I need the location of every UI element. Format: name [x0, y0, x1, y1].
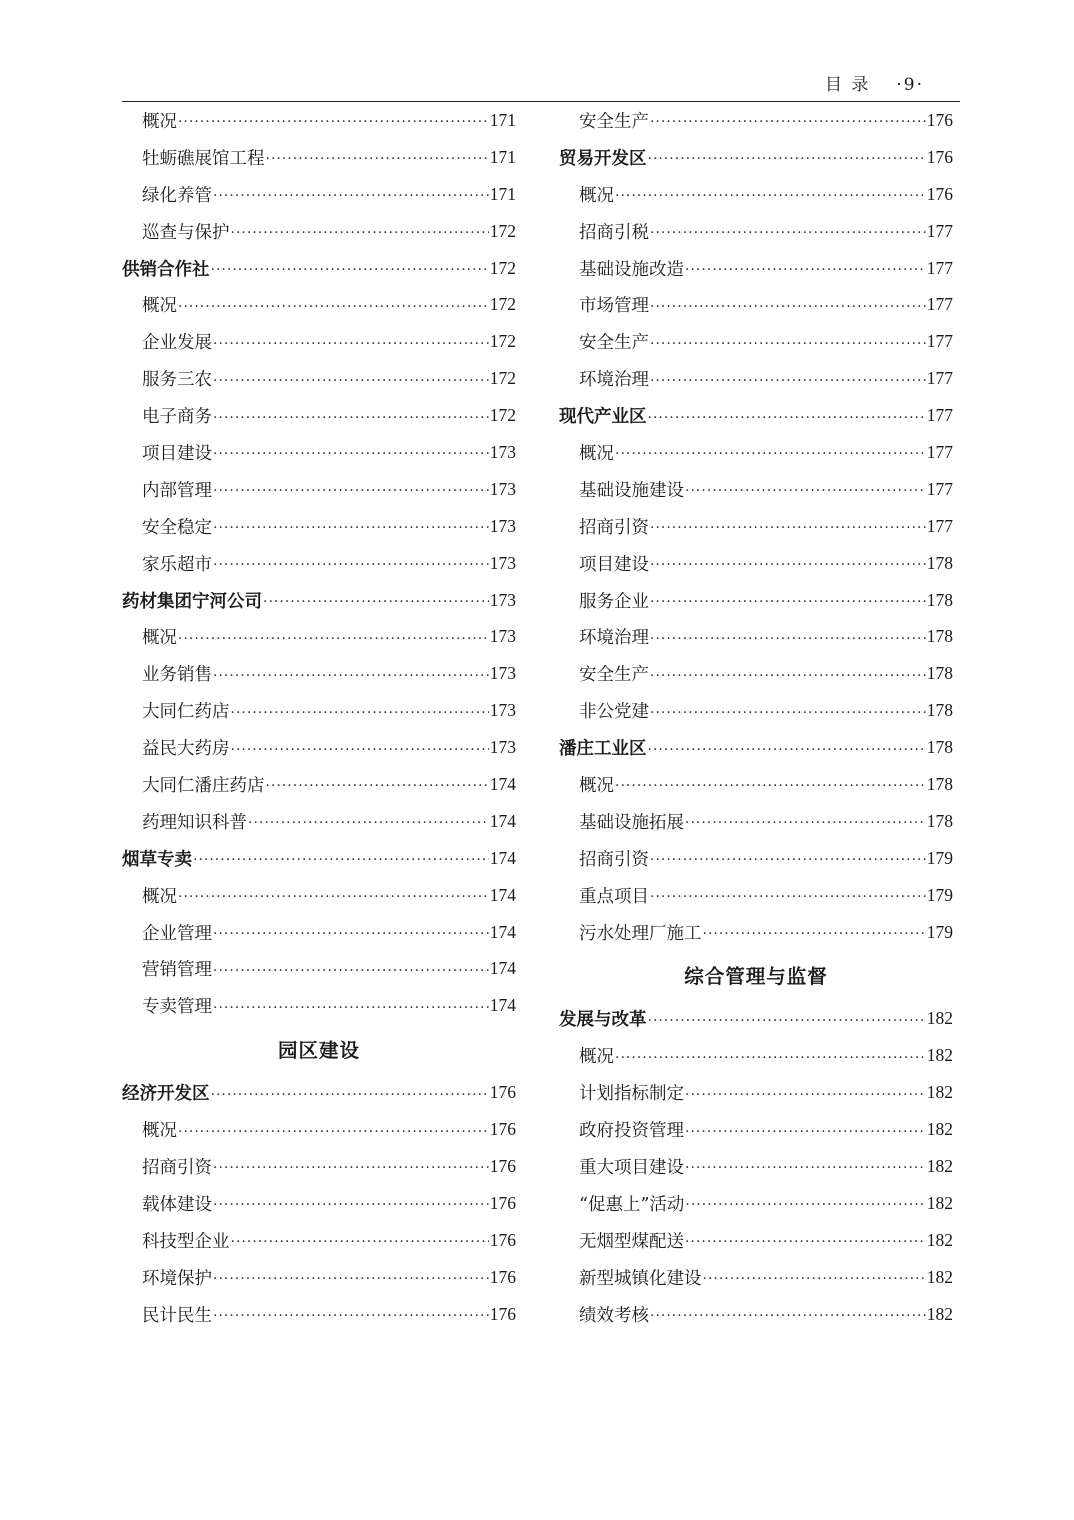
toc-entry-page: 172: [489, 405, 516, 426]
toc-entry-page: 171: [489, 183, 516, 204]
toc-entry-page: 173: [489, 515, 516, 536]
running-header: [122, 70, 960, 98]
toc-entry-label: 益民大药房: [142, 739, 230, 760]
toc-entry[interactable]: [122, 1259, 516, 1296]
toc-entry-label: 重大项目建设: [579, 1157, 684, 1178]
toc-entry[interactable]: [559, 508, 953, 545]
toc-entry-label: 巡查与保护: [142, 222, 230, 243]
toc-entry-page: 174: [489, 921, 516, 942]
section-heading: 园区建设: [277, 1039, 360, 1063]
dot-leader: [178, 296, 489, 314]
toc-entry-page: 172: [489, 220, 516, 241]
dot-leader: [650, 296, 926, 314]
toc-entry-page: 177: [926, 478, 953, 499]
toc-entry[interactable]: [559, 471, 953, 508]
toc-entry-label: 经济开发区: [122, 1084, 210, 1105]
dot-leader: [650, 517, 926, 535]
dot-leader: [213, 480, 489, 498]
toc-entry-page: 182: [926, 1008, 953, 1029]
toc-entry-page: 182: [926, 1082, 953, 1103]
toc-entry[interactable]: [122, 323, 516, 360]
toc-entry-page: 182: [926, 1119, 953, 1140]
dot-leader: [703, 923, 926, 941]
toc-entry-page: 179: [926, 884, 953, 905]
dot-leader: [211, 259, 489, 277]
toc-entry[interactable]: [122, 213, 516, 250]
toc-entry-page: 174: [489, 810, 516, 831]
toc-entry[interactable]: [559, 1296, 953, 1333]
toc-entry-page: 173: [489, 663, 516, 684]
toc-entry-page: 172: [489, 331, 516, 352]
toc-entry-page: 176: [489, 1303, 516, 1324]
dot-leader: [650, 111, 926, 129]
toc-entry[interactable]: [559, 545, 953, 582]
toc-entry-page: 177: [926, 368, 953, 389]
toc-entry[interactable]: [559, 250, 953, 287]
toc-entry-label: 非公党建: [579, 702, 649, 723]
toc-entry-page: 173: [489, 441, 516, 462]
toc-entry-page: 173: [489, 737, 516, 758]
toc-entry-page: 174: [489, 995, 516, 1016]
toc-entry-page: 176: [489, 1192, 516, 1213]
toc-entry-label: 概况: [142, 111, 177, 132]
dot-leader: [650, 665, 926, 683]
toc-entry-label: 概况: [579, 775, 614, 796]
toc-entry-page: 182: [926, 1303, 953, 1324]
dot-leader: [213, 1194, 489, 1212]
toc-entry[interactable]: [559, 1148, 953, 1185]
toc-entry-chapter[interactable]: [122, 250, 516, 287]
dot-leader: [231, 702, 489, 720]
toc-entry-page: 177: [926, 441, 953, 462]
dot-leader: [213, 1157, 489, 1175]
toc-entry[interactable]: [122, 950, 516, 987]
toc-entry[interactable]: [559, 618, 953, 655]
toc-entry-page: 172: [489, 368, 516, 389]
toc-entry-page: 176: [926, 183, 953, 204]
toc-entry[interactable]: [122, 914, 516, 951]
toc-entry[interactable]: [122, 1111, 516, 1148]
toc-entry[interactable]: [122, 434, 516, 471]
dot-leader: [231, 222, 489, 240]
toc-column-right: [559, 102, 953, 1333]
toc-entry[interactable]: [559, 213, 953, 250]
toc-entry[interactable]: [122, 1222, 516, 1259]
toc-entry-page: 171: [489, 146, 516, 167]
toc-entry-label: 环境保护: [142, 1268, 212, 1289]
toc-entry[interactable]: [559, 582, 953, 619]
dot-leader: [685, 480, 926, 498]
toc-entry[interactable]: [122, 1185, 516, 1222]
toc-entry-label: 大同仁药店: [142, 702, 230, 723]
toc-entry-page: 173: [489, 589, 516, 610]
toc-entry-page: 178: [926, 700, 953, 721]
toc-entry[interactable]: [122, 877, 516, 914]
dot-leader: [263, 591, 489, 609]
toc-entry-page: 177: [926, 220, 953, 241]
toc-entry-label: 概况: [142, 628, 177, 649]
dot-leader: [213, 997, 489, 1015]
dot-leader: [650, 628, 926, 646]
toc-entry-label: 服务三农: [142, 370, 212, 391]
toc-entry-page: 178: [926, 810, 953, 831]
toc-entry-label: 烟草专卖: [122, 849, 192, 870]
toc-entry-page: 176: [489, 1155, 516, 1176]
toc-entry-label: 基础设施改造: [579, 259, 684, 280]
dot-leader: [650, 333, 926, 351]
toc-entry[interactable]: [122, 1148, 516, 1185]
toc-entry[interactable]: [122, 360, 516, 397]
toc-entry-label: 药材集团宁河公司: [122, 591, 262, 612]
toc-entry-label: 药理知识科普: [142, 812, 247, 833]
toc-entry-label: 计划指标制定: [579, 1084, 684, 1105]
toc-entry-label: 环境治理: [579, 370, 649, 391]
toc-entry-label: 市场管理: [579, 296, 649, 317]
dot-leader: [213, 554, 489, 572]
toc-entry-page: 171: [489, 109, 516, 130]
dot-leader: [266, 775, 489, 793]
toc-entry[interactable]: [559, 766, 953, 803]
toc-entry[interactable]: [122, 545, 516, 582]
header-title: 目 录: [824, 75, 871, 95]
toc-entry[interactable]: [559, 1185, 953, 1222]
toc-entry-label: 概况: [142, 1121, 177, 1142]
toc-entry-label: 项目建设: [579, 554, 649, 575]
toc-entry-page: 172: [489, 294, 516, 315]
dot-leader: [231, 739, 489, 757]
toc-entry-label: 企业发展: [142, 333, 212, 354]
toc-entry-label: 安全生产: [579, 111, 649, 132]
toc-entry-chapter[interactable]: [559, 1000, 953, 1037]
toc-entry[interactable]: [122, 803, 516, 840]
toc-entry[interactable]: [559, 1111, 953, 1148]
toc-entry-page: 178: [926, 663, 953, 684]
toc-entry[interactable]: [559, 360, 953, 397]
dot-leader: [213, 665, 489, 683]
toc-entry-label: 安全稳定: [142, 517, 212, 538]
toc-entry-page: 177: [926, 405, 953, 426]
dot-leader: [685, 1084, 926, 1102]
toc-entry-label: 服务企业: [579, 591, 649, 612]
toc-entry-page: 178: [926, 626, 953, 647]
dot-leader: [213, 333, 489, 351]
dot-leader: [178, 1121, 489, 1139]
toc-entry-chapter[interactable]: [559, 729, 953, 766]
toc-entry-page: 177: [926, 515, 953, 536]
toc-entry-label: 基础设施建设: [579, 480, 684, 501]
toc-entry-label: 招商引资: [579, 849, 649, 870]
toc-entry-label: 基础设施拓展: [579, 812, 684, 833]
toc-entry-page: 179: [926, 847, 953, 868]
toc-entry[interactable]: [559, 655, 953, 692]
toc-entry-label: 营销管理: [142, 960, 212, 981]
toc-entry[interactable]: [559, 323, 953, 360]
dot-leader: [685, 1157, 926, 1175]
toc-entry[interactable]: [122, 729, 516, 766]
toc-entry-label: 概况: [142, 296, 177, 317]
toc-entry-label: 重点项目: [579, 886, 649, 907]
toc-entry-label: 无烟型煤配送: [579, 1231, 684, 1252]
dot-leader: [178, 628, 489, 646]
dot-leader: [213, 1305, 489, 1323]
dot-leader: [211, 1084, 489, 1102]
toc-entry[interactable]: [559, 840, 953, 877]
toc-entry-page: 174: [489, 773, 516, 794]
toc-entry-label: 招商引税: [579, 222, 649, 243]
toc-entry[interactable]: [559, 286, 953, 323]
toc-entry-label: 招商引资: [579, 517, 649, 538]
dot-leader: [213, 517, 489, 535]
toc-entry[interactable]: [122, 766, 516, 803]
toc-entry[interactable]: [122, 692, 516, 729]
toc-entry-page: 176: [489, 1266, 516, 1287]
toc-entry-chapter[interactable]: [122, 582, 516, 619]
toc-entry-label: 绿化养管: [142, 185, 212, 206]
toc-entry-page: 173: [489, 478, 516, 499]
dot-leader: [650, 554, 926, 572]
toc-entry-page: 178: [926, 552, 953, 573]
toc-entry-page: 176: [926, 146, 953, 167]
toc-entry-label: 民计民生: [142, 1305, 212, 1326]
toc-entry-page: 182: [926, 1192, 953, 1213]
toc-entry-label: 概况: [579, 1047, 614, 1068]
toc-entry[interactable]: [122, 618, 516, 655]
toc-entry[interactable]: [122, 471, 516, 508]
dot-leader: [213, 923, 489, 941]
toc-entry-chapter[interactable]: [559, 397, 953, 434]
toc-entry[interactable]: [122, 286, 516, 323]
dot-leader: [193, 849, 489, 867]
dot-leader: [685, 1194, 925, 1212]
toc-entry-label: 新型城镇化建设: [579, 1268, 702, 1289]
toc-entry-page: 176: [926, 109, 953, 130]
toc-entry-page: 176: [489, 1082, 516, 1103]
header-page-number: ·9·: [896, 75, 924, 95]
toc-entry-label: 载体建设: [142, 1194, 212, 1215]
dot-leader: [650, 886, 926, 904]
toc-entry-label: 项目建设: [142, 443, 212, 464]
dot-leader: [685, 259, 926, 277]
dot-leader: [178, 886, 489, 904]
dot-leader: [685, 1231, 926, 1249]
dot-leader: [213, 960, 489, 978]
toc-entry-page: 182: [926, 1045, 953, 1066]
dot-leader: [213, 443, 489, 461]
toc-entry-page: 172: [489, 257, 516, 278]
dot-leader: [648, 148, 926, 166]
toc-entry-page: 182: [926, 1266, 953, 1287]
toc-entry-page: 173: [489, 700, 516, 721]
dot-leader: [650, 1305, 926, 1323]
dot-leader: [615, 443, 926, 461]
toc-entry-page: 178: [926, 737, 953, 758]
toc-entry-chapter[interactable]: [122, 840, 516, 877]
toc-entry-label: 家乐超市: [142, 554, 212, 575]
toc-entry-page: 177: [926, 294, 953, 315]
toc-entry[interactable]: [122, 397, 516, 434]
toc-entry[interactable]: [122, 987, 516, 1024]
dot-leader: [650, 222, 926, 240]
toc-entry-label: 污水处理厂施工: [579, 923, 702, 944]
dot-leader: [615, 775, 926, 793]
toc-entry-label: 政府投资管理: [579, 1121, 684, 1142]
dot-leader: [650, 370, 926, 388]
dot-leader: [648, 1010, 926, 1028]
toc-entry-label: 贸易开发区: [559, 148, 647, 169]
toc-entry-page: 178: [926, 773, 953, 794]
toc-entry-label: 企业管理: [142, 923, 212, 944]
toc-entry[interactable]: [559, 102, 953, 139]
toc-entry-page: 174: [489, 847, 516, 868]
toc-entry-label: 牡蛎礁展馆工程: [142, 148, 265, 169]
dot-leader: [703, 1268, 926, 1286]
toc-entry[interactable]: [559, 692, 953, 729]
dot-leader: [248, 812, 489, 830]
toc-entry-chapter[interactable]: [559, 139, 953, 176]
dot-leader: [648, 407, 926, 425]
dot-leader: [648, 739, 926, 757]
toc-entry-page: 178: [926, 589, 953, 610]
dot-leader: [650, 591, 926, 609]
toc-column-left: [122, 102, 516, 1333]
toc-entry-label: 专卖管理: [142, 997, 212, 1018]
toc-entry-label: 业务销售: [142, 665, 212, 686]
section-heading: 综合管理与监督: [684, 965, 828, 989]
toc-entry[interactable]: [122, 176, 516, 213]
dot-leader: [615, 1047, 926, 1065]
toc-entry-label: 电子商务: [142, 407, 212, 428]
toc-entry[interactable]: [122, 655, 516, 692]
toc-entry-page: 176: [489, 1119, 516, 1140]
dot-leader: [231, 1231, 489, 1249]
dot-leader: [213, 407, 489, 425]
toc-entry-page: 174: [489, 958, 516, 979]
toc-entry-label: 招商引资: [142, 1157, 212, 1178]
dot-leader: [685, 1121, 926, 1139]
dot-leader: [650, 702, 926, 720]
toc-entry-label: “促惠上”活动: [579, 1194, 685, 1215]
toc-entry[interactable]: [122, 508, 516, 545]
toc-entry[interactable]: [559, 1074, 953, 1111]
toc-entry[interactable]: [559, 877, 953, 914]
toc-entry[interactable]: [122, 102, 516, 139]
toc-entry-label: 现代产业区: [559, 407, 647, 428]
dot-leader: [213, 185, 489, 203]
toc-entry-label: 发展与改革: [559, 1010, 647, 1031]
toc-entry-page: 182: [926, 1155, 953, 1176]
toc-entry-page: 182: [926, 1229, 953, 1250]
toc-entry[interactable]: [559, 1259, 953, 1296]
toc-entry-label: 潘庄工业区: [559, 739, 647, 760]
toc-entry-label: 科技型企业: [142, 1231, 230, 1252]
toc-entry-page: 173: [489, 552, 516, 573]
toc-entry-page: 179: [926, 921, 953, 942]
toc-entry-label: 安全生产: [579, 333, 649, 354]
toc-entry-page: 177: [926, 331, 953, 352]
toc-entry[interactable]: [559, 1037, 953, 1074]
toc-entry-label: 供销合作社: [122, 259, 210, 280]
toc-entry-page: 176: [489, 1229, 516, 1250]
toc-entry[interactable]: [559, 434, 953, 471]
toc-entry-label: 绩效考核: [579, 1305, 649, 1326]
dot-leader: [685, 812, 926, 830]
dot-leader: [178, 111, 489, 129]
toc-entry-label: 内部管理: [142, 480, 212, 501]
dot-leader: [650, 849, 926, 867]
toc-entry[interactable]: [559, 803, 953, 840]
toc-entry-label: 概况: [579, 443, 614, 464]
toc-entry-label: 安全生产: [579, 665, 649, 686]
toc-entry-label: 概况: [579, 185, 614, 206]
dot-leader: [615, 185, 926, 203]
toc-entry-page: 174: [489, 884, 516, 905]
dot-leader: [213, 1268, 489, 1286]
toc-entry[interactable]: [122, 139, 516, 176]
toc-entry-label: 大同仁潘庄药店: [142, 775, 265, 796]
toc-entry-page: 177: [926, 257, 953, 278]
dot-leader: [213, 370, 489, 388]
toc-entry[interactable]: [559, 1222, 953, 1259]
toc-entry-label: 环境治理: [579, 628, 649, 649]
toc-entry[interactable]: [122, 1296, 516, 1333]
toc-entry-chapter[interactable]: [122, 1074, 516, 1111]
dot-leader: [266, 148, 489, 166]
toc-entry[interactable]: [559, 914, 953, 951]
toc-entry-label: 概况: [142, 886, 177, 907]
toc-entry-page: 173: [489, 626, 516, 647]
toc-entry[interactable]: [559, 176, 953, 213]
